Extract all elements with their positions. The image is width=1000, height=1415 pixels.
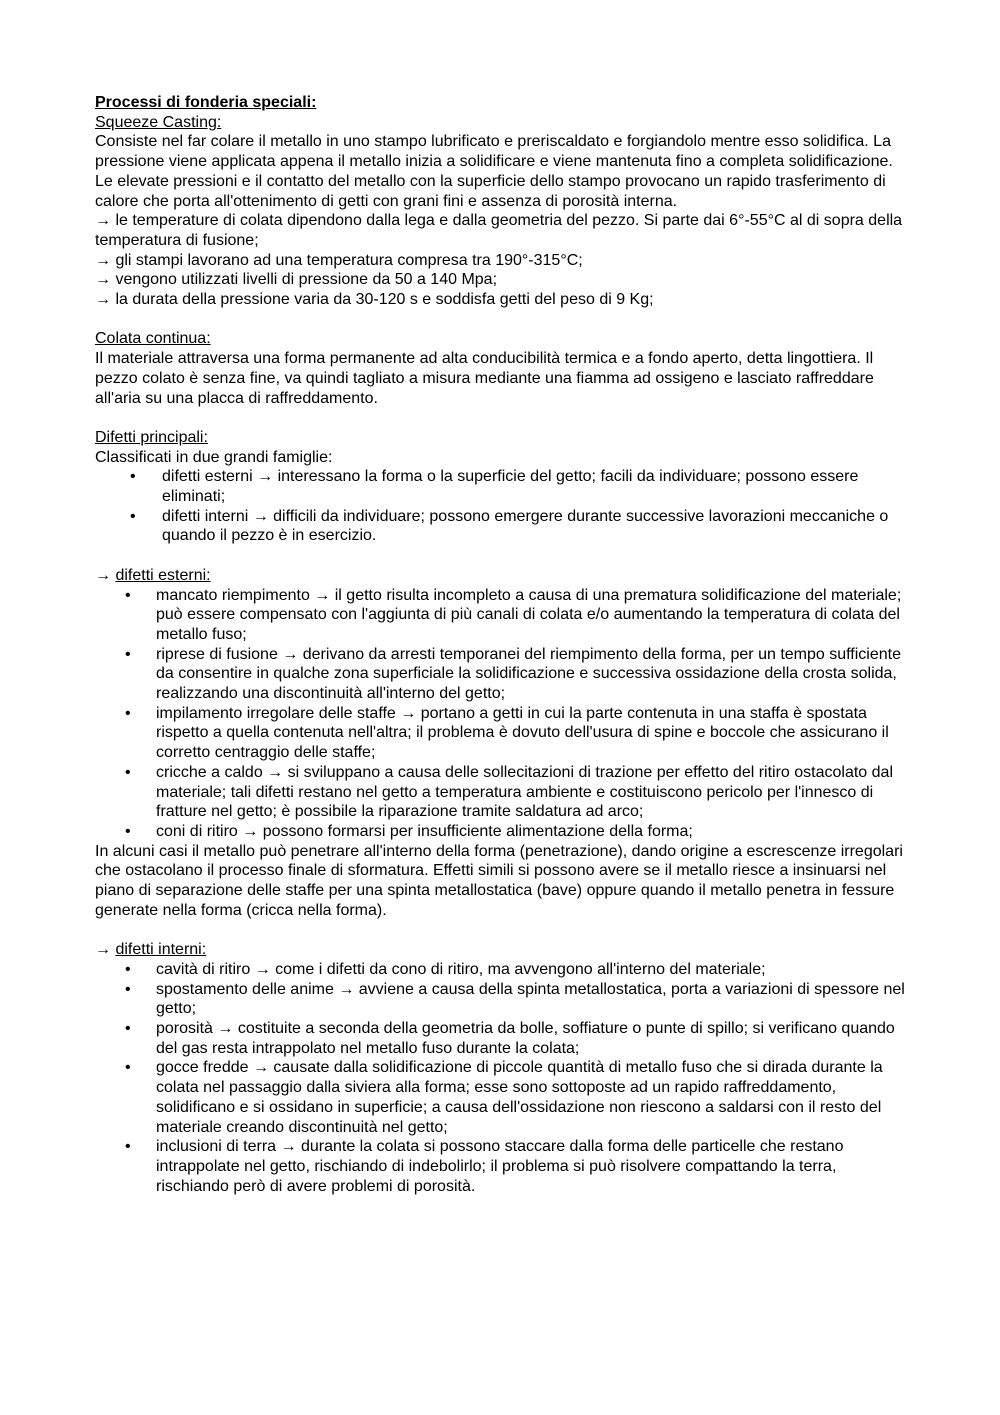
interni-heading: difetti interni: [115, 941, 207, 959]
squeeze-paragraph-4: → gli stampi lavorano ad una temperatura compresa tra 190°-315°C; [95, 251, 583, 269]
list-item-text: gocce fredde → causate dalla solidificazione di piccole quantità di metallo fuso che si dirada durante la colata nel passaggio dalla siviera alla forma; esse sono sottoposte ad un rapido raffreddamento, solidificano e si ossidano in superficie; a causa dell'ossidazione non riescono a saldarsi con il resto del materiale creando discontinuità nel getto; [156, 1059, 883, 1136]
bullet-icon: • [125, 960, 131, 978]
list-item-text: riprese di fusione → derivano da arresti temporanei del riempimento della forma, per un tempo sufficiente da consentire in qualche zona superficiale la solidificazione e successiva ossidazione della crosta solida, realizzando una discontinuità all'interno del getto; [156, 645, 901, 703]
esterni-after-paragraph: In alcuni casi il metallo può penetrare all'interno della forma (penetrazione), dando origine a escrescenze irregolari che ostacolano il processo finale di sformatura. Effetti simili si possono avere se il metallo riesce a insinuarsi nel piano di separazione delle staffe per una spinta metallostatica (bave) oppure quando il metallo penetra in fessure generate nella forma (cricca nella forma). [95, 842, 903, 919]
list-item [95, 1019, 910, 1058]
squeeze-paragraph-5: → vengono utilizzati livelli di pressione da 50 a 140 Mpa; [95, 271, 498, 289]
squeeze-paragraph-1: Consiste nel far colare il metallo in uno stampo lubrificato e preriscaldato e forgiandolo mentre esso solidifica. La pressione viene applicata appena il metallo inizia a solidificare e viene mantenuta fino a completa solidificazione. [95, 133, 893, 171]
list-item-text: mancato riempimento → il getto risulta incompleto a causa di una prematura solidificazione del materiale; può essere compensato con l'aggiunta di più canali di colata e/o aumentando la temperatura di colata del metallo fuso; [156, 586, 902, 643]
bullet-icon: • [125, 980, 131, 998]
list-item-text: porosità → costituite a seconda della geometria da bolle, soffiature o punte di spillo; si verificano quando del gas resta intrappolato nel metallo fuso durante la colata; [156, 1019, 895, 1057]
bullet-icon: • [125, 645, 131, 663]
bullet-icon: • [125, 1059, 131, 1077]
esterni-heading: difetti esterni: [115, 566, 211, 584]
list-item [95, 1058, 910, 1137]
bullet-icon: • [125, 763, 131, 781]
list-item-text: difetti esterni → interessano la forma o la superficie del getto; facili da individuare; possono essere eliminati; [162, 468, 859, 506]
list-item-text: impilamento irregolare delle staffe → portano a getti in cui la parte contenuta in una staffa è spostata rispetto a quella contenuta nell'altra; il problema è dovuto dell'usura di spine e boccole che assicurano il corretto centraggio delle staffe; [156, 704, 889, 762]
list-item [95, 822, 910, 842]
list-item-text: cricche a caldo → si sviluppano a causa delle sollecitazioni di trazione per effetto del ritiro ostacolato dal materiale; tali difetti restano nel getto a temperatura ambiente e costituiscono pericolo per l'innesco di fratture nel getto; è possibile la riparazione tramite saldatura ad arco; [156, 763, 893, 821]
list-item [95, 507, 910, 546]
arrow-icon: → [95, 941, 111, 959]
difetti-list [95, 467, 910, 546]
list-item [95, 704, 910, 763]
list-item [95, 763, 910, 822]
list-item [95, 586, 910, 645]
difetti-heading: Difetti principali: [95, 428, 208, 446]
list-item [95, 1137, 910, 1196]
colata-heading: Colata continua: [95, 330, 211, 348]
interni-list [95, 960, 910, 1196]
bullet-icon: • [125, 1019, 131, 1037]
squeeze-paragraph-6: → la durata della pressione varia da 30-120 s e soddisfa getti del peso di 9 Kg; [95, 291, 654, 309]
interni-heading-line [95, 940, 910, 960]
bullet-icon: • [125, 704, 131, 722]
spacer [95, 920, 910, 940]
arrow-icon: → [95, 566, 111, 584]
list-item-text: cavità di ritiro → come i difetti da cono di ritiro, ma avvengono all'interno del materiale; [156, 960, 766, 978]
bullet-icon: • [125, 1138, 131, 1156]
squeeze-paragraph-3: → le temperature di colata dipendono dalla lega e dalla geometria del pezzo. Si parte dai 6°-55°C al di sopra della temperatura di fusione; [95, 212, 903, 249]
bullet-icon: • [130, 468, 136, 486]
spacer [95, 546, 910, 566]
difetti-intro: Classificati in due grandi famiglie: [95, 448, 333, 466]
colata-paragraph: Il materiale attraversa una forma permanente ad alta conducibilità termica e a fondo aperto, detta lingottiera. Il pezzo colato è senza fine, va quindi tagliato a misura mediante una fiamma ad ossigeno e lasciato raffreddare all'aria su una placca di raffreddamento. [95, 350, 874, 407]
list-item [95, 467, 910, 506]
bullet-icon: • [125, 586, 131, 604]
list-item-text: coni di ritiro → possono formarsi per insufficiente alimentazione della forma; [156, 822, 693, 840]
list-item [95, 960, 910, 980]
spacer [95, 310, 910, 330]
esterni-heading-line [95, 566, 910, 586]
list-item-text: difetti interni → difficili da individuare; possono emergere durante successive lavorazioni meccaniche o quando il pezzo è in esercizio. [162, 507, 889, 545]
squeeze-heading: Squeeze Casting: [95, 113, 222, 131]
list-item-text: inclusioni di terra → durante la colata si possono staccare dalla forma delle particelle che restano intrappolate nel getto, rischiando di indebolirlo; il problema si può risolvere compattando la terra, rischiando però di avere problemi di porosità. [156, 1138, 844, 1195]
bullet-icon: • [125, 822, 131, 840]
list-item [95, 645, 910, 704]
spacer [95, 408, 910, 428]
page-title: Processi di fonderia speciali: [95, 94, 317, 111]
list-item-text: spostamento delle anime → avviene a causa della spinta metallostatica, porta a variazioni di spessore nel getto; [156, 980, 905, 1018]
esterni-list [95, 586, 910, 842]
squeeze-paragraph-2: Le elevate pressioni e il contatto del metallo con la superficie dello stampo provocano un rapido trasferimento di calore che porta all'ottenimento di getti con grani fini e assenza di porosità interna. [95, 172, 886, 210]
list-item [95, 980, 910, 1019]
bullet-icon: • [130, 507, 136, 525]
